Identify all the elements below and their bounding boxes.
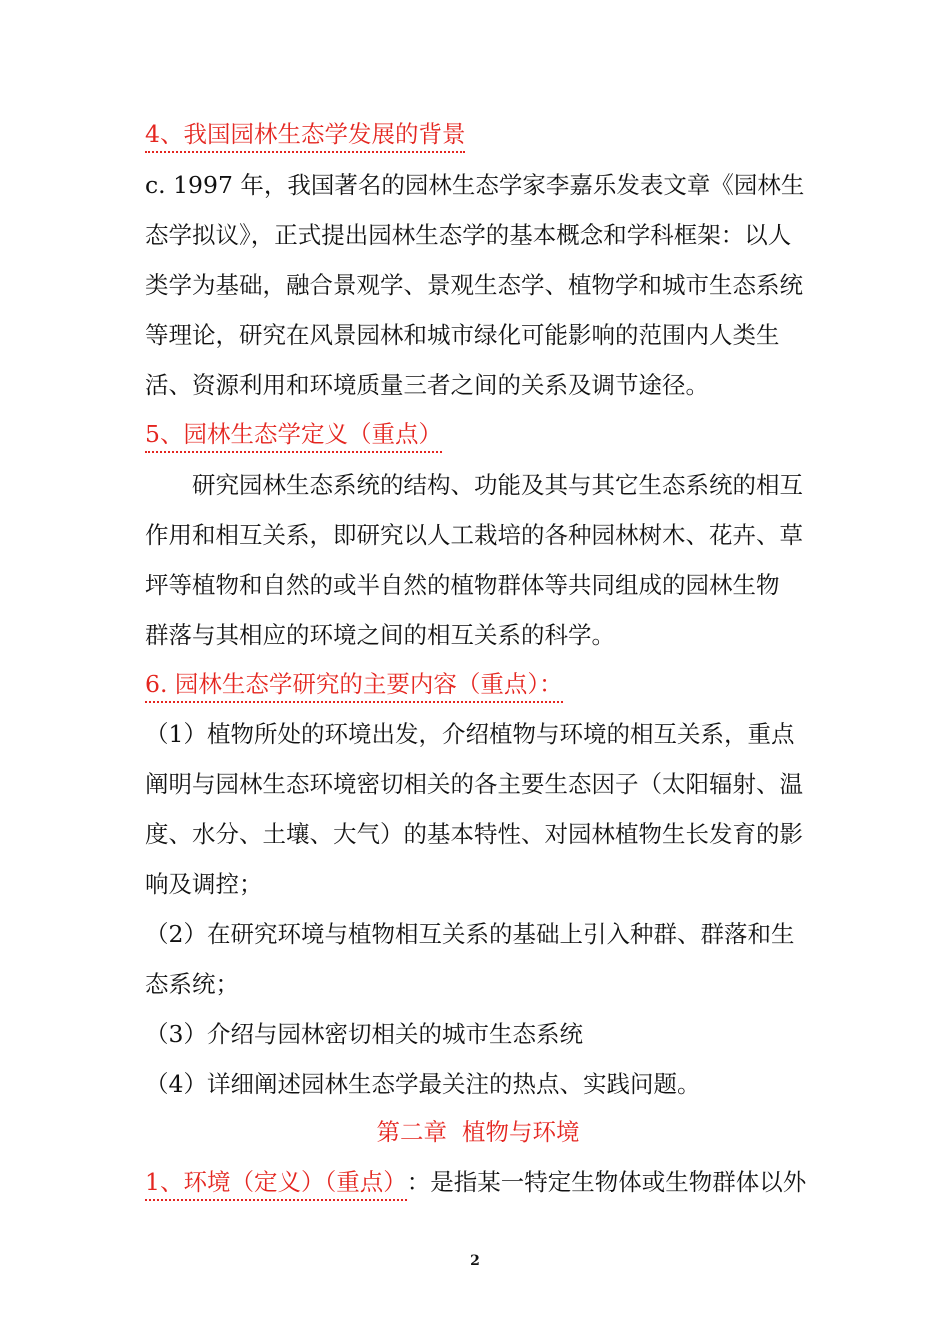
section-4-heading: 4、我国园林生态学发展的背景 xyxy=(145,119,465,153)
environment-definition-text: ：是指某一特定生物体或生物群体以外 xyxy=(406,1168,807,1196)
section-6-heading: 6. 园林生态学研究的主要内容（重点）： xyxy=(145,669,563,703)
section-4-paragraph-line-5: 活、资源利用和环境质量三者之间的关系及调节途径。 xyxy=(145,371,709,399)
section-6-item-line-1: （1）植物所处的环境出发，介绍植物与环境的相互关系，重点 xyxy=(145,720,795,748)
section-5-heading: 5、园林生态学定义（重点） xyxy=(145,419,442,453)
section-5-paragraph-line-1: 研究园林生态系统的结构、功能及其与其它生态系统的相互 xyxy=(192,471,803,499)
section-4-heading-line xyxy=(145,119,811,153)
section-6-item-line-2: 阐明与园林生态环境密切相关的各主要生态因子（太阳辐射、温 xyxy=(145,770,803,798)
environment-heading: 1、环境（定义）（重点） xyxy=(145,1167,407,1201)
section-6-item-line-6: 态系统； xyxy=(145,970,239,998)
environment-definition-line xyxy=(145,1167,811,1201)
section-4-paragraph-line-2: 态学拟议》，正式提出园林生态学的基本概念和学科框架：以人 xyxy=(145,221,792,249)
section-6-item-line-8: （4）详细阐述园林生态学最关注的热点、实践问题。 xyxy=(145,1070,701,1098)
section-6-item-line-5: （2）在研究环境与植物相互关系的基础上引入种群、群落和生 xyxy=(145,920,795,948)
chapter-title: 第二章 植物与环境 xyxy=(376,1118,580,1146)
section-5-paragraph-line-2: 作用和相互关系，即研究以人工栽培的各种园林树木、花卉、草 xyxy=(145,521,803,549)
section-6-item-line-4: 响及调控； xyxy=(145,870,263,898)
section-5-heading-line xyxy=(145,419,811,453)
page-number: 2 xyxy=(470,1253,480,1269)
section-4-paragraph-line-1: c. 1997 年，我国著名的园林生态学家李嘉乐发表文章《园林生 xyxy=(145,171,805,199)
section-5-paragraph-line-4: 群落与其相应的环境之间的相互关系的科学。 xyxy=(145,621,615,649)
section-4-paragraph-line-4: 等理论，研究在风景园林和城市绿化可能影响的范围内人类生 xyxy=(145,321,780,349)
section-6-item-line-7: （3）介绍与园林密切相关的城市生态系统 xyxy=(145,1020,583,1048)
section-6-item-line-3: 度、水分、土壤、大气）的基本特性、对园林植物生长发育的影 xyxy=(145,820,803,848)
section-6-heading-line xyxy=(145,669,811,703)
section-5-paragraph-line-3: 坪等植物和自然的或半自然的植物群体等共同组成的园林生物 xyxy=(145,571,780,599)
section-4-paragraph-line-3: 类学为基础，融合景观学、景观生态学、植物学和城市生态系统 xyxy=(145,271,803,299)
